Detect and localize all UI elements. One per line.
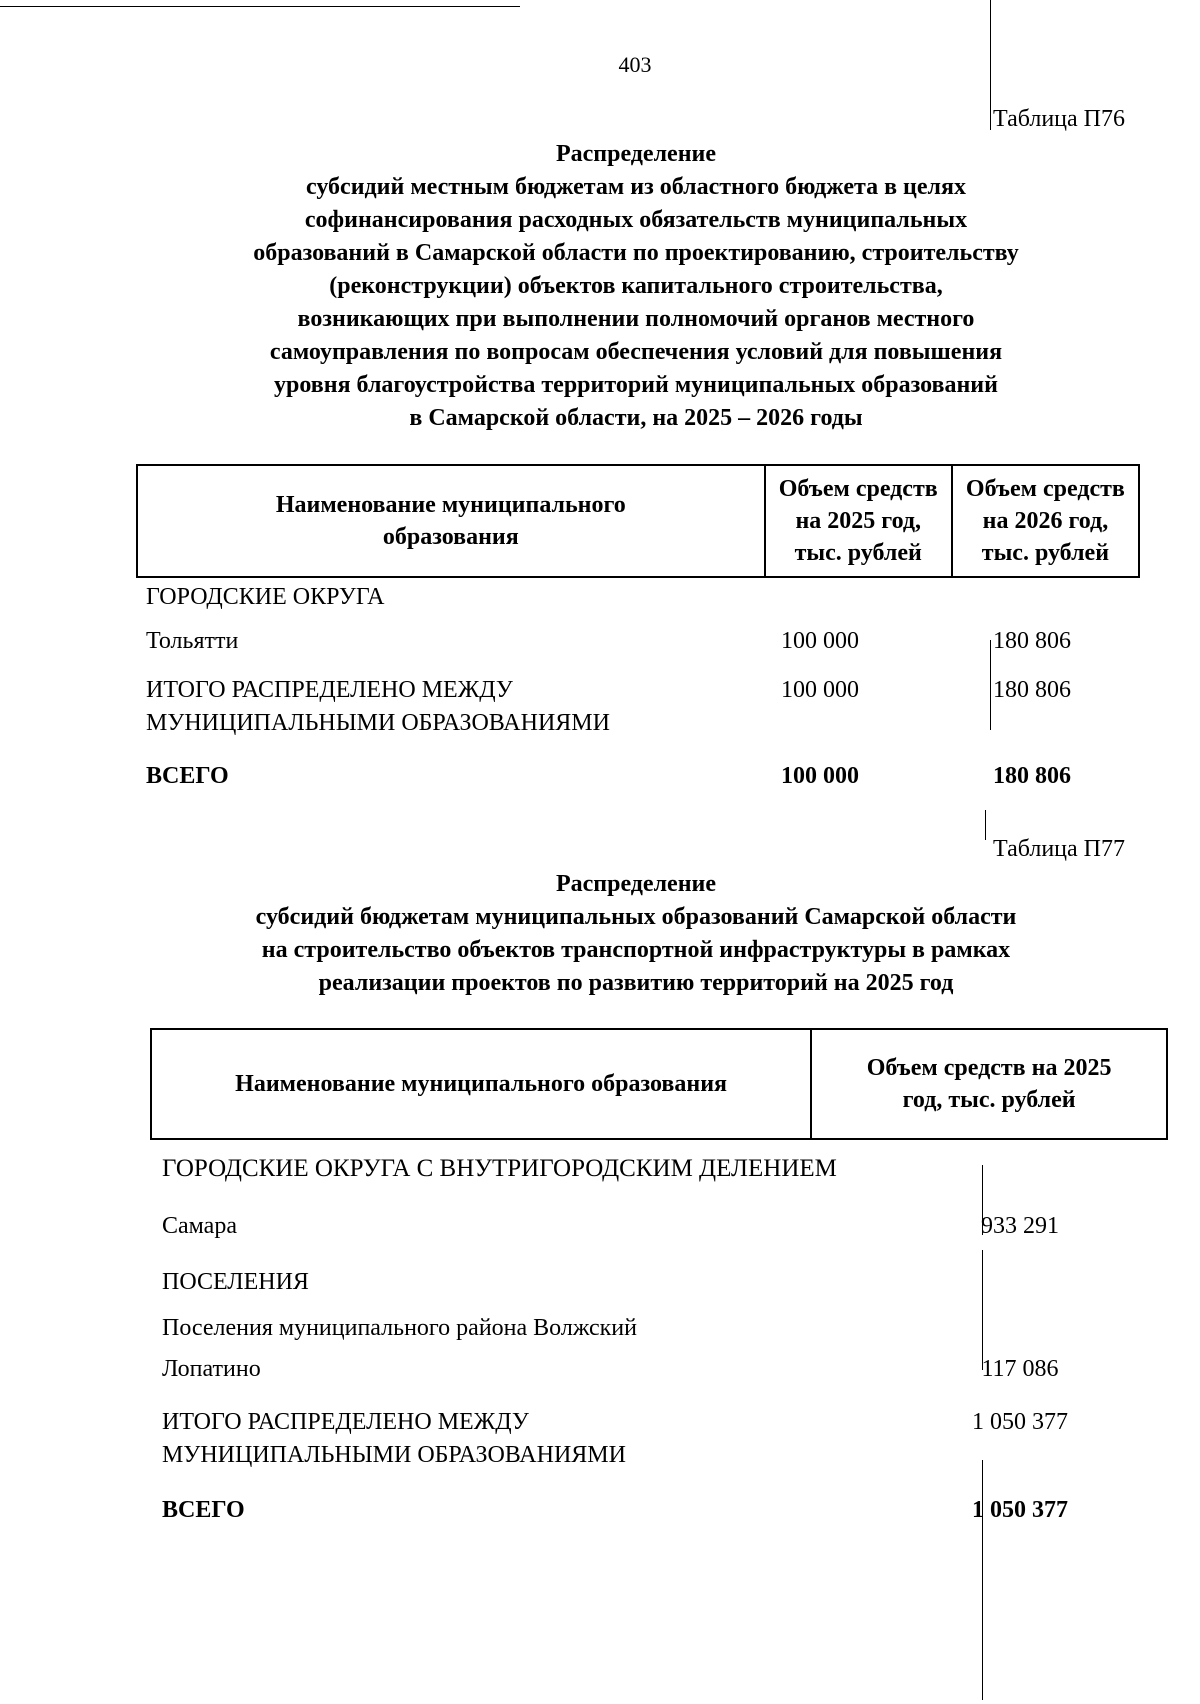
title-line: Распределение bbox=[555, 871, 717, 897]
total-value-2025: 1 050 377 bbox=[972, 1497, 1068, 1523]
subtotal-name bbox=[162, 1406, 626, 1472]
header-name: Наименование муниципального образования bbox=[137, 465, 765, 577]
scan-top-line bbox=[0, 6, 520, 7]
table-title bbox=[140, 868, 1132, 1000]
subtotal-name bbox=[146, 674, 610, 740]
subtotal-line: ИТОГО РАСПРЕДЕЛЕНО МЕЖДУ bbox=[146, 677, 513, 703]
header-name: Наименование муниципального образования bbox=[151, 1029, 811, 1139]
total-value-2025: 100 000 bbox=[781, 763, 859, 789]
scan-vertical-line bbox=[982, 1250, 983, 1370]
title-line: субсидий местным бюджетам из областного бюджета в целях bbox=[306, 174, 966, 200]
header-2025: Объем средств на 2025 год, тыс. рублей bbox=[765, 465, 952, 577]
title-line: образований в Самарской области по проектированию, строительству bbox=[253, 240, 1019, 266]
total-name: ВСЕГО bbox=[162, 1497, 245, 1523]
row-value-2025: 933 291 bbox=[981, 1213, 1059, 1239]
row-name: Самара bbox=[162, 1213, 237, 1239]
table-title bbox=[140, 138, 1132, 435]
section-heading: ГОРОДСКИЕ ОКРУГА bbox=[146, 584, 385, 610]
table-header bbox=[136, 464, 1140, 578]
section-heading: ГОРОДСКИЕ ОКРУГА С ВНУТРИГОРОДСКИМ ДЕЛЕНИЕМ bbox=[162, 1155, 837, 1182]
subtotal-line: ИТОГО РАСПРЕДЕЛЕНО МЕЖДУ bbox=[162, 1409, 529, 1435]
subtotal-value-2026: 180 806 bbox=[993, 677, 1071, 703]
subtotal-value-2025: 1 050 377 bbox=[972, 1409, 1068, 1435]
title-line: самоуправления по вопросам обеспечения условий для повышения bbox=[269, 339, 1003, 365]
subtotal-value-2025: 100 000 bbox=[781, 677, 859, 703]
title-line: на строительство объектов транспортной инфраструктуры в рамках bbox=[261, 937, 1011, 963]
title-line: субсидий бюджетам муниципальных образований Самарской области bbox=[255, 904, 1017, 930]
subtotal-line: МУНИЦИПАЛЬНЫМИ ОБРАЗОВАНИЯМИ bbox=[146, 710, 610, 736]
row-value-2026: 180 806 bbox=[993, 628, 1071, 654]
row-value-2025: 100 000 bbox=[781, 628, 859, 654]
row-value-2025: 117 086 bbox=[981, 1356, 1059, 1382]
total-name: ВСЕГО bbox=[146, 763, 229, 789]
page-number: 403 bbox=[618, 52, 652, 77]
subtotal-line: МУНИЦИПАЛЬНЫМИ ОБРАЗОВАНИЯМИ bbox=[162, 1442, 626, 1468]
total-value-2026: 180 806 bbox=[993, 763, 1071, 789]
table-label: Таблица П77 bbox=[993, 836, 1125, 862]
section-heading: ПОСЕЛЕНИЯ bbox=[162, 1269, 309, 1295]
title-line: софинансирования расходных обязательств муниципальных bbox=[304, 207, 968, 233]
title-line: возникающих при выполнении полномочий органов местного bbox=[297, 306, 975, 332]
table-label: Таблица П76 bbox=[993, 106, 1125, 132]
subsection-heading: Поселения муниципального района Волжский bbox=[162, 1315, 637, 1341]
title-line: в Самарской области, на 2025 – 2026 годы bbox=[409, 405, 863, 431]
title-line: уровня благоустройства территорий муниципальных образований bbox=[274, 372, 998, 398]
header-2025: Объем средств на 2025 год, тыс. рублей bbox=[811, 1029, 1167, 1139]
header-2026: Объем средств на 2026 год, тыс. рублей bbox=[952, 465, 1139, 577]
title-line: реализации проектов по развитию территорий на 2025 год bbox=[318, 970, 954, 996]
title-line: (реконструкции) объектов капитального строительства, bbox=[329, 273, 943, 299]
scan-vertical-line bbox=[985, 810, 986, 840]
table-header bbox=[150, 1028, 1168, 1140]
title-line: Распределение bbox=[555, 141, 717, 167]
row-name: Лопатино bbox=[162, 1356, 261, 1382]
row-name: Тольятти bbox=[146, 628, 239, 654]
